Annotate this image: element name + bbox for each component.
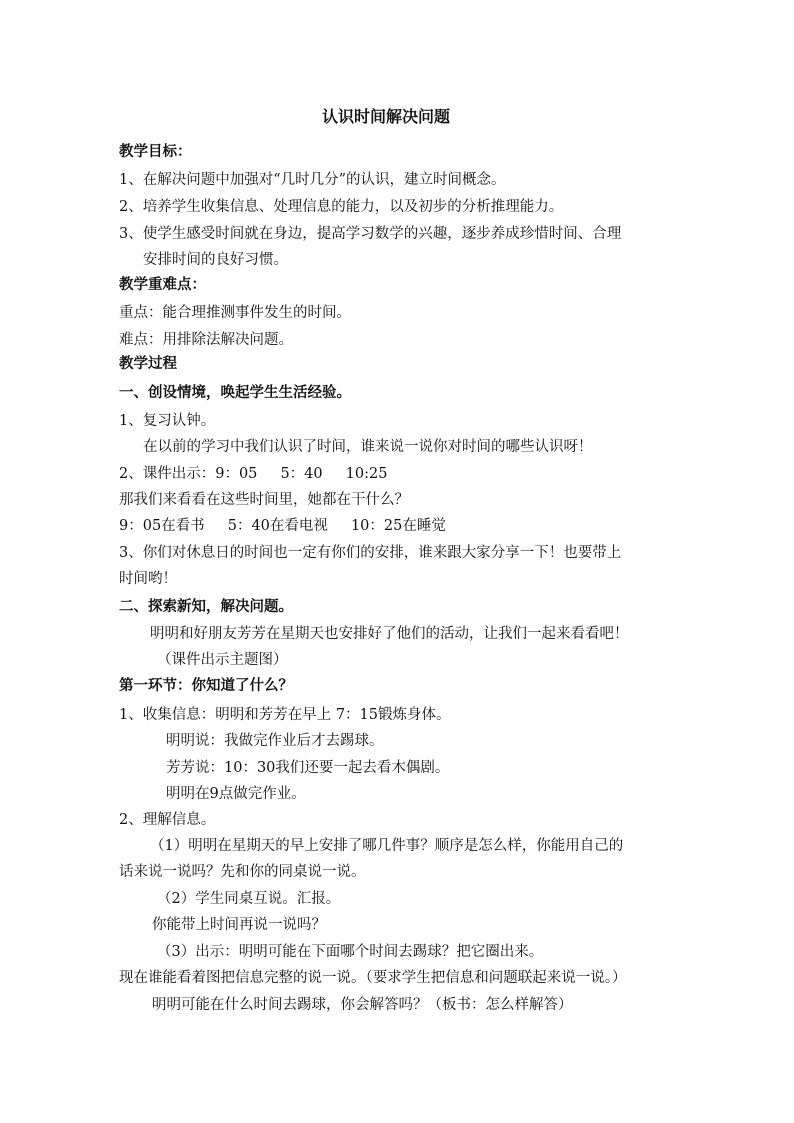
key-point: 重点：能合理推测事件发生的时间。 [119,305,351,321]
page-title: 认识时间解决问题 [322,107,451,126]
part1-answers: 9：05在看书 5：40在看电视 10：25在睡觉 [119,518,446,534]
part2-note: （课件出示主题图） [157,652,288,668]
difficult-point: 难点：用排除法解决问题。 [119,332,293,348]
part1-item-3: 3、你们对休息日的时间也一定有你们的安排，谁来跟大家分享一下！也要带上 [119,545,622,561]
stage1-sub-1: （1）明明在星期天的早上安排了哪几件事？顺序是怎么样，你能用自己的 [150,838,624,854]
stage1-info-2: 芳芳说：10：30我们还要一起去看木偶剧。 [166,760,450,776]
stage1-final-question: 明明可能在什么时间去踢球，你会解答吗？（板书：怎么样解答） [152,997,573,1013]
stage1-heading: 第一环节：你知道了什么？ [119,677,293,694]
goal-item-2: 2、培养学生收集信息、处理信息的能力，以及初步的分析推理能力。 [119,199,564,215]
stage1-question: 你能带上时间再说一说吗？ [152,917,326,933]
part2-heading: 二、探索新知，解决问题。 [119,598,293,615]
part1-item-1: 1、复习认钟。 [119,413,216,429]
stage1-info-3: 明明在9点做完作业。 [166,786,306,802]
stage1-item-2: 2、理解信息。 [119,812,216,828]
stage1-instruction: 现在谁能看着图把信息完整的说一说。（要求学生把信息和问题联起来说一说。） [119,970,627,986]
part1-item-2: 2、课件出示：9：05 5：40 10:25 [119,466,388,482]
stage1-sub-3: （3）出示：明明可能在下面哪个时间去踢球？把它圈出来。 [157,944,544,960]
part1-heading: 一、创设情境，唤起学生生活经验。 [119,384,351,401]
part2-paragraph: 明明和好朋友芳芳在星期天也安排好了他们的活动，让我们一起来看看吧！ [150,626,629,642]
key-points-heading: 教学重难点： [119,276,206,293]
stage1-item-1: 1、收集信息：明明和芳芳在早上 7：15锻炼身体。 [119,707,451,723]
goal-item-3-cont: 安排时间的良好习惯。 [143,252,288,268]
stage1-sub-2: （2）学生同桌互说。汇报。 [157,891,341,907]
part1-paragraph: 在以前的学习中我们认识了时间，谁来说一说你对时间的哪些认识呀！ [143,439,593,455]
stage1-sub-1-cont: 话来说一说吗？先和你的同桌说一说。 [119,864,366,880]
goal-item-1: 1、在解决问题中加强对“几时几分”的认识，建立时间概念。 [119,172,506,188]
stage1-info-1: 明明说：我做完作业后才去踢球。 [166,733,384,749]
goals-heading: 教学目标： [119,143,192,160]
goal-item-3: 3、使学生感受时间就在身边，提高学习数学的兴趣，逐步养成珍惜时间、合理 [119,226,622,242]
process-heading: 教学过程 [119,355,177,372]
part1-item-3-cont: 时间哟！ [119,571,177,587]
part1-question: 那我们来看看在这些时间里，她都在干什么？ [119,492,409,508]
